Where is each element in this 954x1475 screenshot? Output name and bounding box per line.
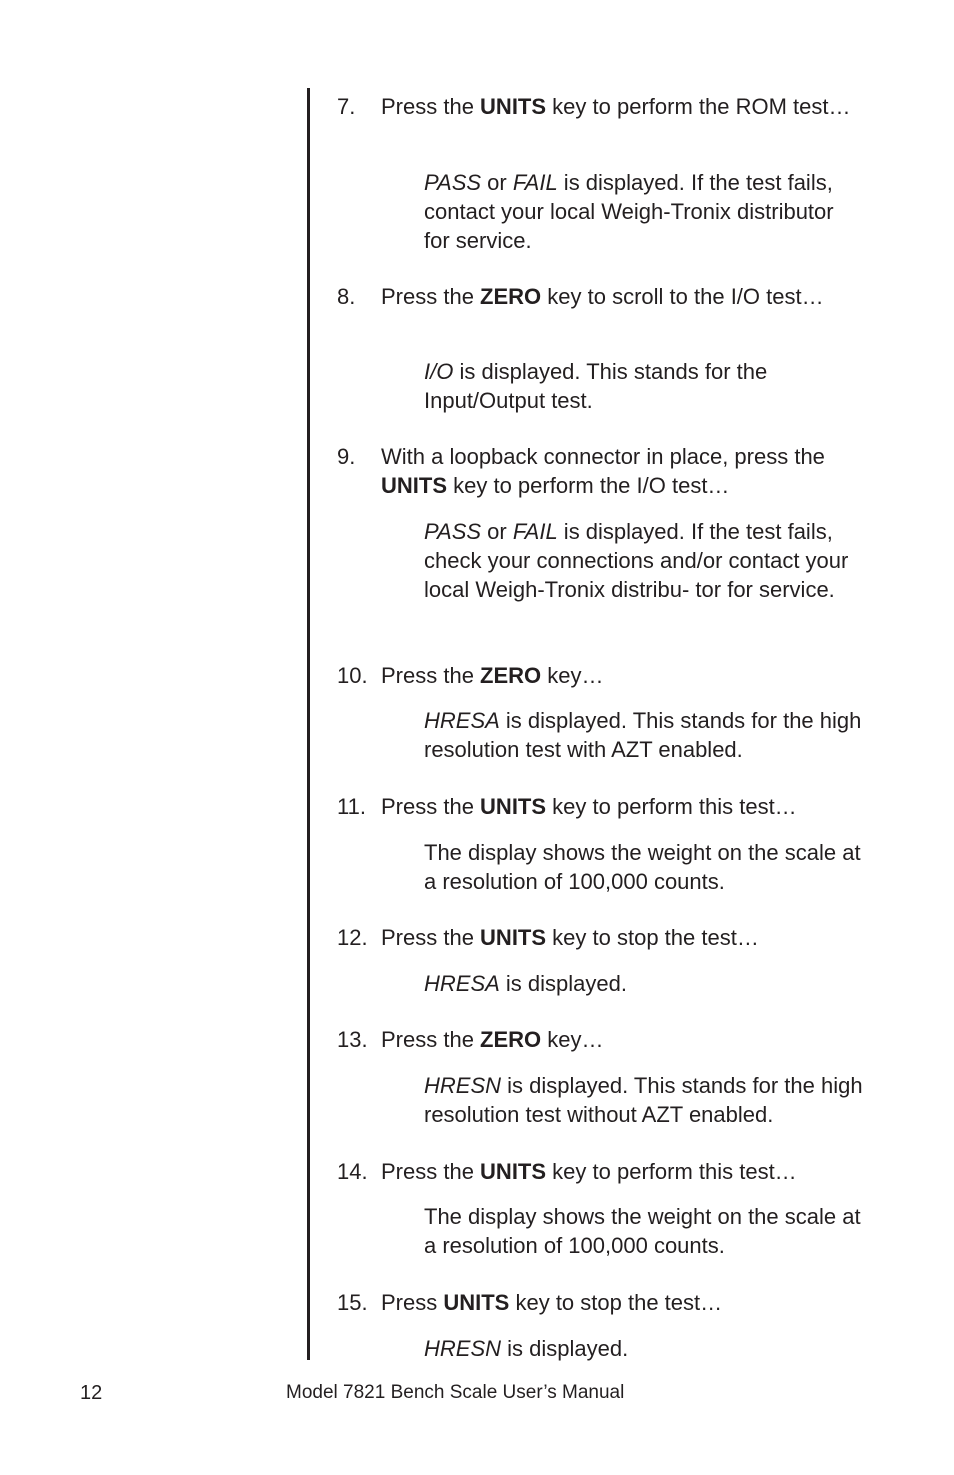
step-number: 8. bbox=[337, 284, 356, 309]
step-12-result: HRESA is displayed. bbox=[424, 971, 627, 996]
step-15-result: HRESN is displayed. bbox=[424, 1336, 629, 1361]
key-name: ZERO bbox=[480, 663, 542, 688]
step-number: 7. bbox=[337, 94, 356, 119]
step-number: 11. bbox=[337, 794, 366, 819]
key-name: UNITS bbox=[443, 1290, 510, 1315]
step-instruction: Press the UNITS key to perform the ROM test… bbox=[381, 94, 851, 119]
step-14-result: The display shows the weight on the scale at a resolution of 100,000 counts. bbox=[424, 1204, 861, 1258]
key-name: UNITS bbox=[381, 473, 447, 498]
step-instruction: Press the ZERO key… bbox=[381, 663, 604, 688]
step-instruction: With a loopback connector in place, press the UNITS key to perform the I/O test… bbox=[381, 444, 825, 498]
change-bar bbox=[307, 88, 310, 1360]
step-instruction: Press the UNITS key to perform this test… bbox=[381, 794, 797, 819]
step-10-result: HRESA is displayed. This stands for the high resolution test with AZT enabled. bbox=[424, 708, 862, 762]
step-9-result: PASS or FAIL is displayed. If the test fails, check your connections and/or contact your local Weigh-Tronix distribu- tor for service. bbox=[424, 519, 849, 602]
step-11-result: The display shows the weight on the scale at a resolution of 100,000 counts. bbox=[424, 840, 861, 894]
key-name: UNITS bbox=[480, 94, 547, 119]
step-number: 10. bbox=[337, 663, 368, 688]
step-13-result: HRESN is displayed. This stands for the high resolution test without AZT enabled. bbox=[424, 1073, 863, 1127]
key-name: ZERO bbox=[480, 284, 542, 309]
step-7-result: PASS or FAIL is displayed. If the test fails, contact your local Weigh-Tronix distributor for service. bbox=[424, 170, 834, 253]
key-name: UNITS bbox=[480, 925, 547, 950]
step-instruction: Press the ZERO key to scroll to the I/O test… bbox=[381, 284, 824, 309]
step-number: 9. bbox=[337, 444, 356, 469]
step-instruction: Press the ZERO key… bbox=[381, 1027, 604, 1052]
page-number: 12 bbox=[80, 1382, 103, 1404]
footer-manual-title: Model 7821 Bench Scale User’s Manual bbox=[286, 1382, 625, 1403]
key-name: UNITS bbox=[480, 794, 547, 819]
step-number: 13. bbox=[337, 1027, 368, 1052]
key-name: UNITS bbox=[480, 1159, 547, 1184]
step-number: 15. bbox=[337, 1290, 368, 1315]
step-number: 14. bbox=[337, 1159, 368, 1184]
step-number: 12. bbox=[337, 925, 368, 950]
step-instruction: Press the UNITS key to perform this test… bbox=[381, 1159, 797, 1184]
step-instruction: Press the UNITS key to stop the test… bbox=[381, 925, 759, 950]
step-8-result: I/O is displayed. This stands for the Input/Output test. bbox=[424, 359, 768, 413]
key-name: ZERO bbox=[480, 1027, 542, 1052]
step-instruction: Press UNITS key to stop the test… bbox=[381, 1290, 723, 1315]
